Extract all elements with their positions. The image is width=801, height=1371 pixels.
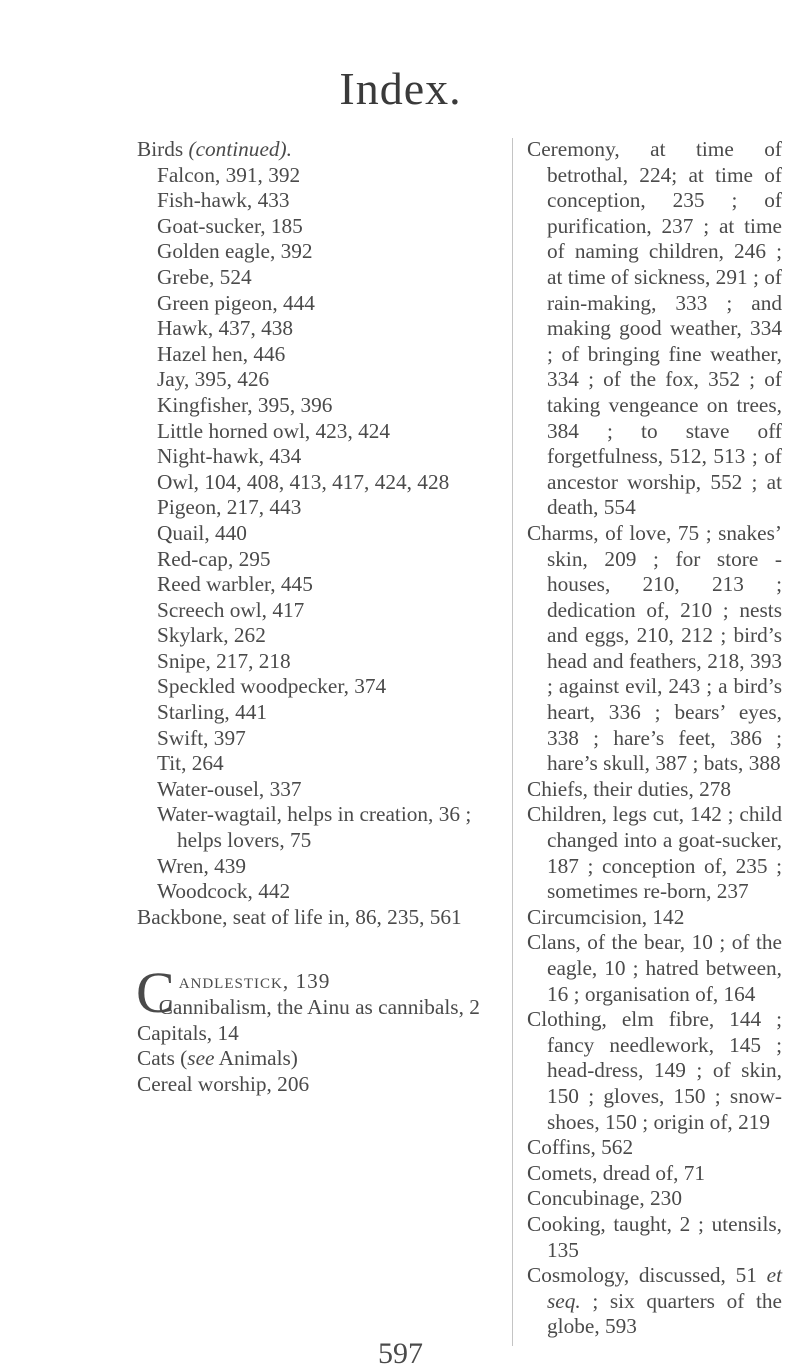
bird-subentry: Hawk, 437, 438 (157, 316, 294, 341)
bird-subentry: Red-cap, 295 (157, 546, 271, 571)
cosmology-rest-text: ; six quarters of the globe, 593 (547, 1288, 782, 1339)
bird-subentry: Hazel hen, 446 (157, 341, 286, 366)
index-entry-ceremony: Ceremony, at time of betrothal, 224; at time of conception, 235 ; of purification, 237 ; at time of naming children, 246 ; at time of sickness, 291 ; of rain-making, 333 ; and making good weather, 334 ; of bringing fine weather, 334 ; of the fox, 352 ; of taking vengeance on trees, 384 ; to stave off forgetfulness, 512, 513 ; of ancestor worship, 552 ; at death, 554 (527, 137, 782, 520)
bird-subentry: Golden eagle, 392 (157, 239, 313, 264)
index-entry-clothing: Clothing, elm fibre, 144 ; fancy needlework, 145 ; head-dress, 149 ; of skin, 150 ; gloves, 150 ; snow-shoes, 150 ; origin of, 219 (527, 1007, 782, 1134)
bird-subentry: Snipe, 217, 218 (157, 648, 291, 673)
index-entry-concubinage: Concubinage, 230 (527, 1186, 682, 1211)
bird-subentry: Water-wagtail, helps in creation, 36 ; helps lovers, 75 (157, 802, 472, 853)
bird-subentry: Quail, 440 (157, 520, 247, 545)
index-entry-charms: Charms, of love, 75 ; snakes’ skin, 209 ; for store - houses, 210, 213 ; dedication of, 210 ; nests and eggs, 210, 212 ; bird’s head and feathers, 218, 393 ; against evil, 243 ; a bird’s heart, 336 ; bears’ eyes, 338 ; hare’s feet, 386 ; hare’s skull, 387 ; bats, 388 (527, 520, 782, 776)
bird-subentry: Grebe, 524 (157, 264, 252, 289)
candlestick-text: andlestick, 139 (178, 969, 331, 994)
bird-subentry: Tit, 264 (157, 751, 224, 776)
index-entry-comets: Comets, dread of, 71 (527, 1160, 706, 1185)
index-entry-candlestick (136, 960, 497, 1026)
page-number: 597 (378, 1337, 423, 1370)
index-entry-capitals: Capitals, 14 (137, 1020, 239, 1045)
cannibalism-text: Cannibalism, the Ainu as cannibals, 2 (158, 995, 480, 1019)
bird-subentry: Speckled woodpecker, 374 (157, 674, 387, 699)
bird-subentry: Woodcock, 442 (157, 879, 291, 904)
cats-rest-text: Animals) (214, 1046, 298, 1071)
index-entry-birds (137, 137, 497, 163)
index-entry-circumcision: Circumcision, 142 (527, 904, 685, 929)
birds-heading: Birds (137, 137, 184, 161)
bird-subentries (137, 163, 497, 905)
letter-gap (137, 930, 497, 969)
column-divider (512, 138, 513, 1346)
bird-subentry: Goat-sucker, 185 (157, 213, 303, 238)
page-title: Index. (339, 63, 462, 114)
cosmology-text: Cosmology, discussed, 51 (527, 1263, 767, 1288)
bird-subentry: Skylark, 262 (157, 623, 266, 648)
index-entry-cosmology (527, 1263, 782, 1340)
bird-subentry: Swift, 397 (157, 725, 246, 750)
bird-subentry: Starling, 441 (157, 700, 268, 725)
bird-subentry: Water-ousel, 337 (157, 776, 302, 801)
cats-text: Cats ( (137, 1046, 188, 1071)
index-entry-cats (137, 1046, 497, 1072)
bird-subentry: Kingfisher, 395, 396 (157, 392, 333, 417)
bird-subentry: Night-hawk, 434 (157, 444, 302, 469)
bird-subentry: Screech owl, 417 (157, 597, 305, 622)
birds-continued: (continued). (188, 137, 292, 161)
bird-subentry: Reed warbler, 445 (157, 572, 313, 597)
bird-subentry: Green pigeon, 444 (157, 290, 315, 315)
bird-subentry: Wren, 439 (157, 853, 247, 878)
bird-subentry: Owl, 104, 408, 413, 417, 424, 428 (157, 469, 450, 494)
index-entry-cannibalism (137, 995, 497, 1021)
index-entry-chiefs: Chiefs, their duties, 278 (527, 776, 732, 801)
left-index-column (137, 137, 497, 1097)
bird-subentry: Fish-hawk, 433 (157, 188, 290, 213)
index-entry-cereal: Cereal worship, 206 (137, 1071, 310, 1096)
index-entry-children: Children, legs cut, 142 ; child changed into a goat-sucker, 187 ; conception of, 235 ; sometimes re-born, 237 (527, 802, 782, 904)
index-entry-clans: Clans, of the bear, 10 ; of the eagle, 10 ; hatred between, 16 ; organisation of, 164 (527, 930, 782, 1006)
bird-subentry: Falcon, 391, 392 (157, 162, 301, 187)
cosmology-et-seq: et seq. (547, 1263, 782, 1313)
right-index-column (527, 137, 782, 1340)
index-entry-backbone: Backbone, seat of life in, 86, 235, 561 (137, 904, 462, 929)
bird-subentry: Pigeon, 217, 443 (157, 495, 302, 520)
dropcap-letter-c: C (136, 960, 175, 1026)
bird-subentry: Little horned owl, 423, 424 (157, 418, 391, 443)
bird-subentry: Jay, 395, 426 (157, 367, 270, 392)
index-entry-coffins: Coffins, 562 (527, 1135, 634, 1160)
index-entry-cooking: Cooking, taught, 2 ; utensils, 135 (527, 1211, 782, 1262)
cats-see-text: see (187, 1046, 215, 1071)
